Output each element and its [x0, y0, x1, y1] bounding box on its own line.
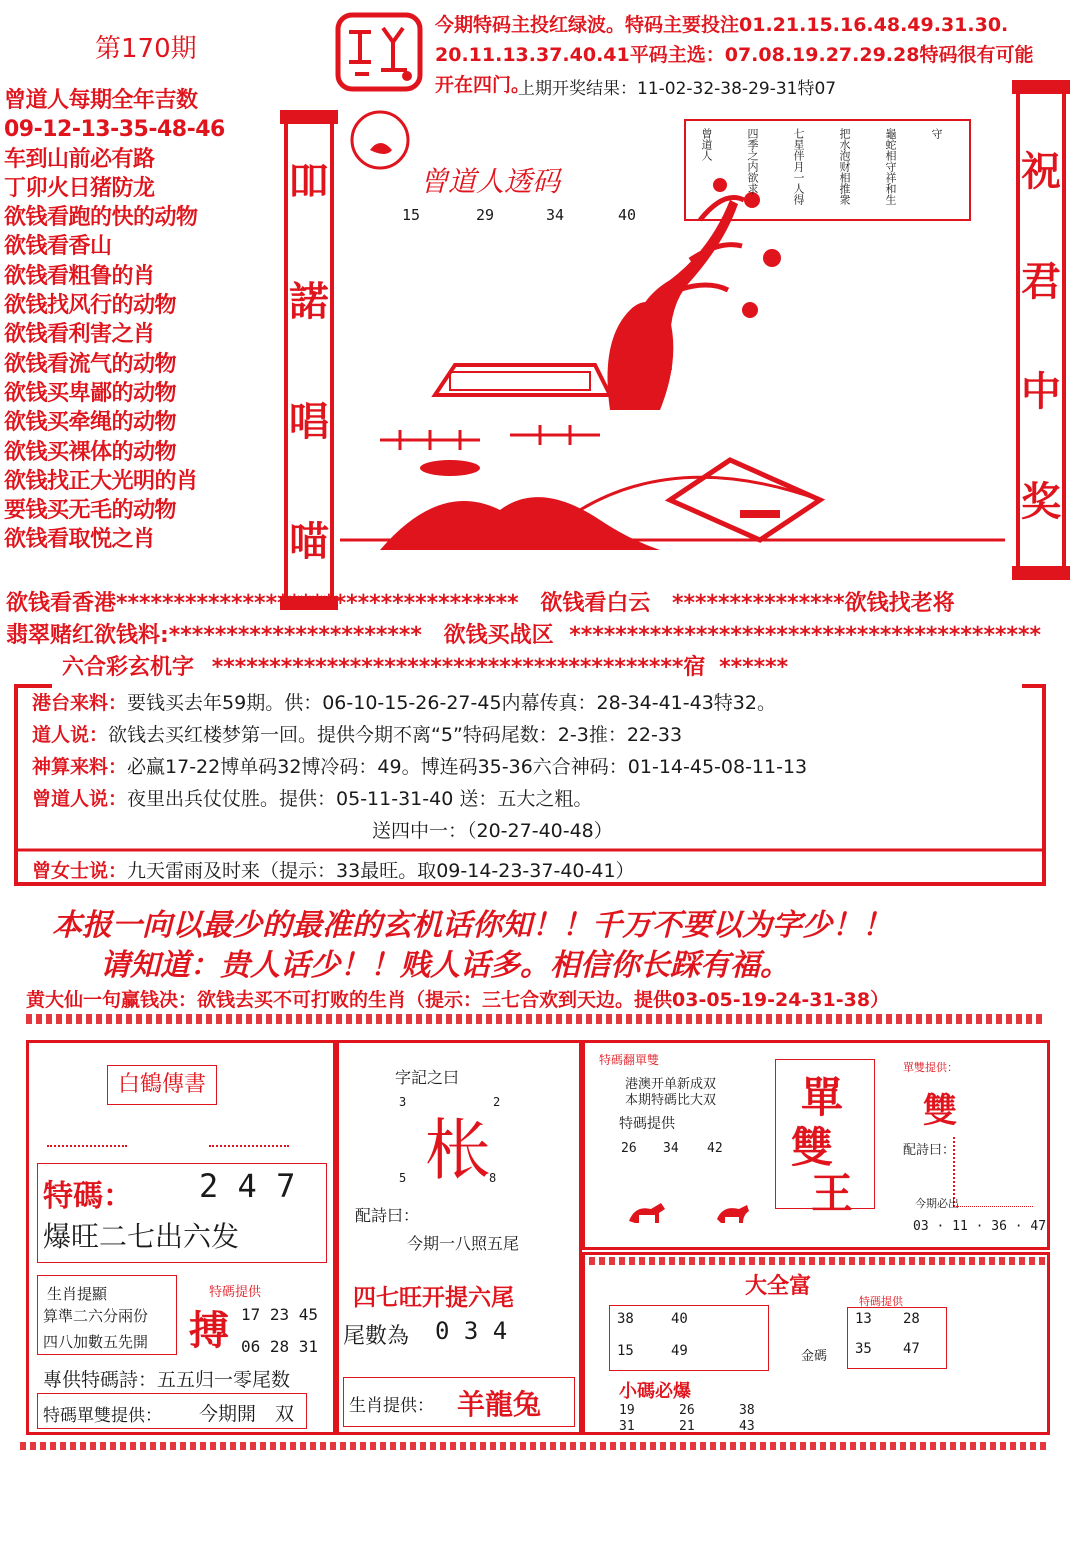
riddle-line: 车到山前必有路: [4, 146, 155, 172]
panel-word-record: [336, 1040, 582, 1435]
animal-icons: [621, 1193, 771, 1233]
riddle-line: 欲钱看流气的动物: [4, 351, 177, 377]
scroll-right-char-1: 祝: [1021, 149, 1061, 195]
riddle-line: 欲钱看利害之肖: [4, 322, 155, 348]
riddle-line: 丁卯火日猪防龙: [4, 175, 155, 201]
panel-c-big-1: 單: [801, 1073, 844, 1122]
info-line-1: [32, 688, 776, 715]
panel-a-double-label: 特碼單雙提供：: [43, 1406, 162, 1426]
panel-c-big-2: 雙: [791, 1123, 834, 1172]
info-line-2: [32, 720, 682, 747]
riddle-line: 欲钱买卑鄙的动物: [4, 380, 177, 406]
dotted-divider: [20, 1442, 1050, 1450]
panel-b-tail-label: 尾數為: [343, 1324, 410, 1349]
panel-c-num: 34: [663, 1141, 679, 1156]
scroll-left-char-4: 喵: [289, 519, 329, 565]
dotted-divider: [589, 1257, 1045, 1265]
panel-c-right-title: 單雙提供：: [903, 1061, 958, 1074]
slogan-1: 本报一向以最少的最准的玄机话你知！！千万不要以为字少！！: [52, 908, 892, 943]
panel-d-bottom-num: 43: [739, 1419, 755, 1434]
info-label: 曾道人说：: [32, 788, 128, 810]
picture-number: 15: [402, 206, 421, 224]
star-line-3: [62, 650, 788, 681]
riddle-line: 欲钱买裸体的动物: [4, 439, 177, 465]
info-text: 夜里出兵仗仗胜。提供：05-11-31-40 送：五大之粗。: [127, 788, 593, 810]
seal-logo: [335, 12, 423, 92]
poem-column: 守: [930, 128, 943, 139]
panel-a-title: 白鶴傳書: [107, 1065, 217, 1105]
panel-odd-even-king: [582, 1040, 1050, 1250]
poem-column: 把水泡财相推衆: [838, 128, 851, 205]
scroll-right-char-2: 君: [1021, 259, 1061, 305]
panel-a-poem: 專供特碼詩：五五归一零尾数: [43, 1369, 291, 1391]
panel-b-n2: 2: [493, 1095, 501, 1109]
poem-column: 龜蛇相守祥和生: [884, 128, 897, 205]
panel-c-poem-label: 配詩曰：: [903, 1143, 956, 1158]
poem-column: 四季之内欲求: [746, 128, 759, 194]
panel-d-grid-num: 13: [855, 1311, 872, 1327]
panel-a-hot: 爆旺二七出六发: [43, 1220, 240, 1253]
panel-d-grid-num: 40: [671, 1311, 688, 1327]
left-scroll: [280, 110, 338, 610]
panel-a-bo-nums-1: 17 23 45: [241, 1305, 319, 1324]
panel-a-zodiac-label: 生肖提顯: [47, 1285, 108, 1303]
panel-c-note-2: 本期特碼比大双: [625, 1093, 717, 1108]
panel-b-zodiac-label: 生肖提供：: [349, 1396, 434, 1416]
panel-a-decor: [47, 1125, 127, 1147]
star-line-1-right: ***************欲钱找老将: [672, 591, 955, 616]
left-riddle-list: [4, 86, 279, 555]
panel-d-grid-num: 38: [617, 1311, 634, 1327]
panel-c-right-note: 今期必出: [915, 1197, 959, 1210]
panel-b-n8: 8: [489, 1171, 497, 1185]
panel-c-supply: 特碼提供: [619, 1116, 675, 1132]
picture-number: 29: [476, 206, 495, 224]
panel-b-zodiac: 羊龍兔: [457, 1388, 542, 1421]
panel-wealth: [582, 1252, 1050, 1435]
panel-b-n3: 3: [399, 1095, 407, 1109]
riddle-line: 欲钱看跑的快的动物: [4, 205, 198, 231]
scroll-right-char-3: 中: [1021, 369, 1061, 415]
info-label: 曾女士说：: [32, 860, 128, 882]
info-line-4: [32, 784, 592, 811]
riddle-line: 欲钱找风行的动物: [4, 293, 177, 319]
info-box: [12, 680, 1048, 890]
panel-c-big-3: 王: [811, 1169, 854, 1218]
info-line-6: [32, 856, 635, 883]
panel-d-bottom-num: 26: [679, 1403, 695, 1418]
riddle-line: 要钱买无毛的动物: [4, 498, 177, 524]
poem-column: 曾道人: [700, 128, 713, 161]
panel-b-poem-label: 配詩曰：: [355, 1206, 420, 1225]
star-line-3-right: ******: [719, 655, 789, 680]
info-label: 港台来料：: [32, 692, 128, 714]
panel-b-poem: 今期一八照五尾: [407, 1234, 520, 1253]
poem-column: 七星伴月一人得: [792, 128, 805, 205]
star-line-3-mid: *****************************************宿: [211, 655, 706, 680]
right-scroll: [1012, 80, 1070, 580]
riddle-line: 欲钱看香山: [4, 234, 112, 260]
info-text: 欲钱去买红楼梦第一回。提供今期不离“5”特码尾数：2-3推：22-33: [108, 724, 683, 746]
info-label: 道人说：: [32, 724, 109, 746]
star-line-2-left: 翡翠赌红欲钱料:**********************: [6, 623, 422, 648]
picture-title: 曾道人透码: [420, 165, 561, 198]
star-line-3-left: 六合彩玄机字: [62, 655, 195, 680]
riddle-line: 欲钱看粗鲁的肖: [4, 263, 155, 289]
panel-d-grid-num: 35: [855, 1341, 872, 1357]
star-line-2: [6, 618, 1041, 649]
panel-d-bottom-num: 31: [619, 1419, 635, 1434]
panel-d-bottom-num: 21: [679, 1419, 695, 1434]
riddle-line: 曾道人每期全年吉数: [4, 88, 198, 113]
panel-c-num: 42: [707, 1141, 723, 1156]
panel-d-mid-label: 金碼: [801, 1349, 828, 1364]
picture-number: 40: [618, 206, 637, 224]
info-text: 要钱买去年59期。供：06-10-15-26-27-45内幕传真：28-34-41-43特32。: [127, 692, 776, 714]
panel-d-grid-num: 47: [903, 1341, 920, 1357]
panel-d-title: 大全富: [745, 1273, 812, 1299]
panel-a-bo-char: 搏: [189, 1307, 229, 1354]
panel-a-special-value: 2 4 7: [199, 1167, 296, 1205]
panel-white-crane: [26, 1040, 336, 1435]
panel-d-grid-num: 15: [617, 1343, 634, 1359]
top-notice-line-3: 开在四门。: [435, 74, 531, 96]
central-illustration: [340, 110, 1005, 550]
panel-a-bo-label: 特碼提供: [209, 1285, 262, 1300]
info-line-5: [372, 816, 613, 843]
slogan-2: 请知道：贵人话少！！贱人话多。相信你长踩有福。: [100, 948, 790, 983]
panel-d-right-label: 特碼提供: [859, 1295, 903, 1308]
panel-c-poem-lines: [953, 1137, 1033, 1207]
panel-a-zodiac-line-2: 四八加數五先開: [43, 1333, 149, 1351]
picture-number: 34: [546, 206, 565, 224]
last-result: 上期开奖结果：11-02-32-38-29-31特07: [518, 79, 837, 99]
dotted-divider: [26, 1014, 1046, 1024]
issue-number: 第170期: [95, 34, 197, 64]
panel-d-bottom-num: 38: [739, 1403, 755, 1418]
panel-b-big-char: 枨: [425, 1112, 491, 1189]
panel-c-right-char: 雙: [923, 1091, 957, 1131]
panel-b-header: 字記之曰: [395, 1068, 460, 1087]
wong-tai-sin-line: 黄大仙一句赢钱决：欲钱去买不可打败的生肖（提示：三七合欢到天边。提供03-05-19-24-31-38）: [26, 989, 890, 1011]
scroll-left-char-3: 唱: [289, 399, 329, 445]
scroll-left-char-1: 吅: [289, 159, 329, 205]
top-notice-line-1: 今期特码主投红绿波。特码主要投注01.21.15.16.48.49.31.30.: [435, 14, 1009, 36]
info-label: 神算来料：: [32, 756, 128, 778]
star-line-1: [6, 586, 955, 617]
info-text: 九天雷雨及时来（提示：33最旺。取09-14-23-37-40-41）: [127, 860, 635, 882]
panel-a-decor: [209, 1125, 289, 1147]
info-line-3: [32, 752, 807, 779]
panel-c-note-1: 港澳开单新成双: [625, 1077, 717, 1092]
star-line-1-left: 欲钱看香港***********************************: [6, 591, 519, 616]
star-line-2-mid: 欲钱买战区: [443, 623, 554, 648]
panel-a-special-label: 特碼：: [43, 1179, 133, 1214]
panel-b-hot: 四七旺开提六尾: [353, 1285, 514, 1311]
panel-c-title: 特碼翻單雙: [599, 1053, 660, 1067]
panel-d-grid-num: 28: [903, 1311, 920, 1327]
panel-a-double-value: 今期開 双: [199, 1403, 295, 1425]
star-line-1-mid: 欲钱看白云: [540, 591, 651, 616]
scroll-right-char-4: 奖: [1021, 479, 1061, 525]
info-text: 必赢17-22博单码32博冷码：49。博连码35-36六合神码：01-14-45-08-11-13: [127, 756, 808, 778]
panel-d-small-label: 小碼必爆: [619, 1381, 691, 1402]
panel-a-bo-nums-2: 06 28 31: [241, 1337, 319, 1356]
panel-c-right-nums: 03 · 11 · 36 · 47: [913, 1219, 1047, 1234]
picture-poem: [692, 128, 964, 216]
info-text: 送四中一：（20-27-40-48）: [372, 820, 613, 842]
riddle-line: 欲钱看取悦之肖: [4, 527, 155, 553]
panel-d-grid-num: 49: [671, 1343, 688, 1359]
panel-b-tail: 0 3 4: [435, 1317, 508, 1345]
riddle-line: 欲钱买牵绳的动物: [4, 410, 177, 436]
panel-a-zodiac-line-1: 算準二六分兩份: [43, 1307, 149, 1325]
top-notice-line-2: 20.11.13.37.40.41平码主选：07.08.19.27.29.28特码很有可能: [435, 44, 1034, 66]
riddle-line: 欲钱找正大光明的肖: [4, 468, 198, 494]
panel-c-num: 26: [621, 1141, 637, 1156]
panel-d-bottom-num: 19: [619, 1403, 635, 1418]
scroll-left-char-2: 諾: [289, 279, 329, 325]
panel-b-n5: 5: [399, 1171, 407, 1185]
star-line-2-right: *****************************************: [569, 623, 1041, 648]
riddle-line: 09-12-13-35-48-46: [4, 117, 225, 143]
